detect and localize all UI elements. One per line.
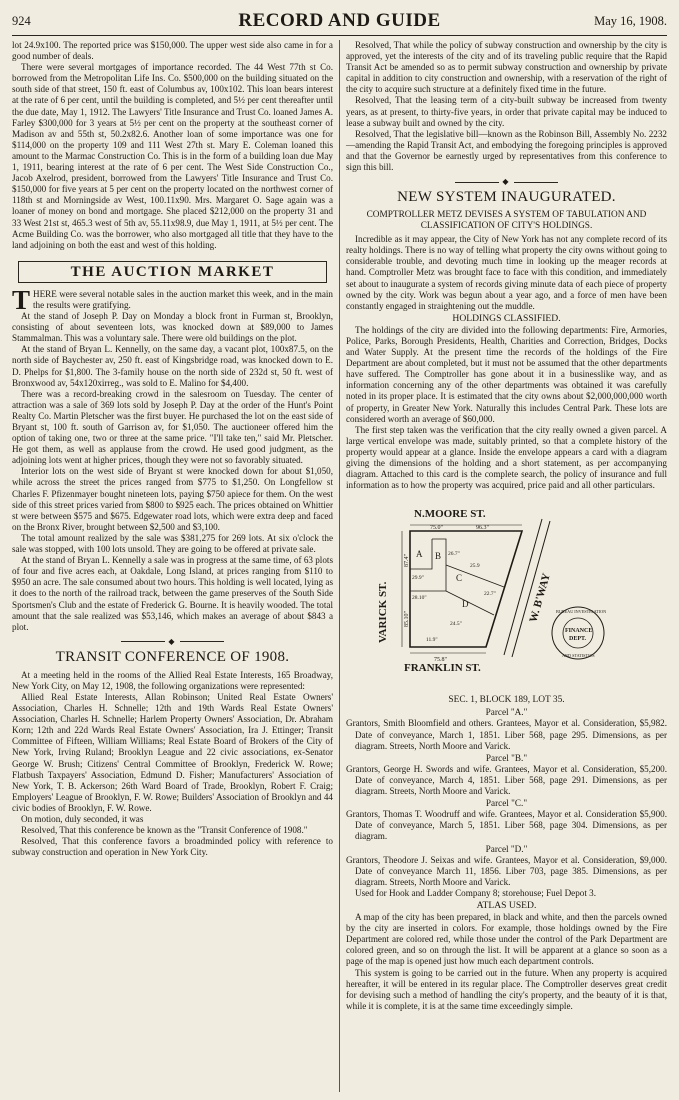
street-label-east: W. B'WAY: [527, 572, 553, 625]
paragraph: On motion, duly seconded, it was: [21, 814, 144, 824]
holdings-classified-heading: HOLDINGS CLASSIFIED.: [452, 312, 561, 324]
dim-label: 75.8": [434, 657, 447, 664]
ornament-divider: ◆: [346, 178, 667, 186]
parcel-details: Grantors, George H. Swords and wife. Grantees, Mayor et al. Consideration, $5,200. Date of conveyance, March 4, 1851. Liber 568, page 291. Dimensions, as per diagram. Streets, North Moore and Varick.: [346, 763, 667, 797]
dim-label: 25.9: [470, 563, 480, 570]
dim-label: 29.9": [412, 575, 424, 582]
drop-cap: T: [12, 284, 31, 315]
atlas-used-heading: ATLAS USED.: [476, 899, 537, 911]
paragraph: The total amount realized by the sale was $381,275 for 269 lots. At six o'clock the sale was stopped, with 100 lots unsold. They are going to be offered at private sale.: [12, 532, 333, 555]
ornament-divider: ◆: [12, 638, 333, 646]
street-label-south: FRANKLIN ST.: [404, 662, 481, 675]
lot-label-d: D: [462, 599, 469, 610]
dim-label: 96.3": [476, 525, 489, 532]
dim-label: 85.10": [404, 611, 410, 628]
issue-date: May 16, 1908.: [594, 14, 667, 28]
paragraph: At the stand of Bryan L. Kennelly, on the same day, a vacant plot, 100x87.5, on the north side of Baychester av, 250 ft. east of Kingsbridge road, was knocked down to E. D. Phelps for $1,800. The 3-family house on the north side of 232d st, 50 ft. west of Bronxwood av, 54x120xirreg., was sold to E. Malino for $4,400.: [12, 344, 333, 388]
parcel-details: Grantors, Smith Bloomfield and others. Grantees, Mayor et al. Consideration, $5,982. Date of conveyance, March 1, 1851. Liber 568, page 295. Dimensions, as per diagram. Streets, North Moore and Varick.: [346, 718, 667, 751]
paragraph: Allied Real Estate Interests, Allan Robinson; United Real Estate Owners' Association, Charles H. Schnelle; 12th and 19th Wards Real Estate Owners' Association, Charles H. Schnelle; Harlem Property Owners' Association, Dr. Abraham Korn; 12th and 22d Wards Real Estate Owners' Association, Ira J. Ettinger; Transit Committee of Fifteen, William Williams; Real Estate Board of Brokers of the City of New York, Irving Ruland; Brooklyn League and 22 civic associations, ex-Senator George W. Brush; Citizens' Central Committee of Brooklyn, Frederick W. Rowe; Flatbush Taxpayers' Association, Edmund D. Fisher; Manufacturers' Association of New York, T. B. Ackerson; 26th Ward Board of Trade, Brooklyn, Robert F. Craig; Employers' League of Brooklyn, F. W. Rowe; Builders' Association of Brooklyn and 44 civic bodies of Brooklyn, F. W. Rowe.: [12, 691, 333, 813]
paragraph: At the stand of Bryan L. Kennelly a sale was in progress at the same time, of 63 plots of four and five acres each, at Oakdale, Long Island, at prices ranging from $110 to $950 an acre. The sale consumed about two hours. This holding is well located, lying as it does to the north of the railroad track, between the game preserves of the South Side Sportsmen's Club and the estate of Frederick G. Bourne. It is heavily wooded. The total amount that the sale realized was $53,146, which makes an average of about $843 a plot.: [12, 555, 334, 632]
lot-outline: [410, 531, 522, 647]
parcel-label: Parcel "D.": [485, 843, 528, 854]
property-diagram: [346, 495, 667, 693]
dim-label: 11.9": [426, 637, 438, 644]
dim-label: 24.5": [450, 621, 462, 628]
auction-market-heading: THE AUCTION MARKET: [18, 261, 327, 283]
seal-text-bottom: DEPT.: [569, 636, 587, 643]
new-system-subheading: COMPTROLLER METZ DEVISES A SYSTEM OF TABULATION AND CLASSIFICATION OF CITY'S HOLDINGS.: [366, 210, 647, 232]
paragraph: Resolved, That the legislative bill—known as the Robinson Bill, Assembly No. 2232—amending the Rapid Transit Act, and embodying the foregoing principles is approved and that the Governor be earnestly urged by representatives from this conference to sign this bill.: [346, 128, 667, 173]
lot-label-b: B: [435, 551, 442, 562]
lot-label-a: A: [416, 549, 423, 560]
left-column: [12, 40, 333, 858]
parcel-details: Grantors, Thomas T. Woodruff and wife. Grantees, Mayor et al. Consideration $5,900. Date of conveyance, March 5, 1851. Liber 568, page 304. Dimensions, as per diagram.: [346, 809, 667, 842]
paragraph: The first step taken was the verification that the city really owned a given parcel. A large vertical envelope was made, suitably printed, so that a complete history of the property would appear at a glance. Inside the envelope appears a card with a diagram giving the dimensions of the holding and a short statement, as per accompanying diagram. Attached to this card is the complete search, the policy of insurance and full information as to how the property was acquired, price paid and all other particulars.: [346, 424, 667, 491]
seal-ring-text: AND STATISTICS: [562, 653, 595, 659]
dim-label: 22.7": [484, 591, 496, 598]
paragraph: Incredible as it may appear, the City of New York has not any complete record of its realty holdings. There is no way of telling what property the city owns without going to considerable trouble, and devoting much time in looking up the meager records at hand. Comptroller Metz was brought face to face with this condition, and immediately set about to inaugurate a system of records giving minute data of each piece of property owned by the city. Work was begun about a year ago, and a force of men have been constantly engaged in straightening out the muddle.: [346, 234, 667, 311]
paragraph: There was a record-breaking crowd in the salesroom on Tuesday. The center of attraction was a sale of 369 lots sold by Joseph P. Day at the order of the Hunt's Point Realty Co. Martin Pletscher was the first buyer. He purchased the lot on the east side of Bryant st, 100 ft. south of Garrison av, for $1,050. The auctioneer offered him the option of taking one, two or three at the same price. "I'll take ten," said Mr. Pletscher. He got them, as well as applause from the crowd. He used good judgment, as the adjoining lots went at higher prices, though they were not so favorably situated.: [12, 388, 333, 466]
parcel-label: Parcel "B.": [485, 752, 528, 763]
paragraph: Used for Hook and Ladder Company 8; storehouse; Fuel Depot 3.: [355, 887, 597, 898]
lot-divider-b: [410, 539, 446, 591]
seal-ring-text: BUREAU INVESTIGATION: [556, 609, 607, 615]
page-number: 924: [12, 14, 31, 28]
paragraph: Resolved, That while the policy of subway construction and ownership by the city is approved, yet the interests of the city and of its traveling public require that the Rapid Transit Act be amended so as to permit subway construction and ownership by private capital in addition to city construction and ownership, with a reservation of the right of the city to acquire such structure at a definitely fixed time in the future.: [346, 40, 667, 95]
section-caption: SEC. 1, BLOCK 189, LOT 35.: [448, 695, 565, 706]
paragraph: Resolved, That this conference favors a broadminded policy with reference to subway construction and operation in New York City.: [12, 836, 333, 858]
paragraph: THERE were several notable sales in the auction market this week, and in the main the results were gratifying.: [12, 284, 333, 315]
paragraph: A map of the city has been prepared, in black and white, and then the parcels owned by the city are inserted in colors. For example, those holdings owned by the Fire Department are colored red, while those under the control of the Park Department are colored green, and so on through the list. It will be apparent at a glance so soon as a page of the map is opened just how much each department controls.: [346, 912, 667, 967]
dim-label: 75.0": [430, 525, 443, 532]
paragraph: Resolved, That this conference be known as the "Transit Conference of 1908.": [21, 825, 308, 836]
parcel-label: Parcel "A.": [485, 707, 528, 718]
paragraph: There were several mortgages of importance recorded. The 44 West 77th st Co. borrowed from the Metropolitan Life Ins. Co. $500,000 on the building situated on the south side of that street, 150 ft. east of Columbus av, 100x102. This loan bears interest at the rate of 6 per cent, until the building is completed, and 5½ per cent thereafter until the due date, May 1, 1912. The Lawyers' Title Insurance and Trust Co. loaned James A. Farley $300,000 for 3 years at 5½ per cent on the property at the southeast corner of Madison av and 55th st, 50.2x82.6. Another loan of some importance was one for $114,000 on the property 109 and 111 West 27th st. Mary E. Coleman loaned this amount to the Marmac Construction Co. This is in the form of a building loan due May 1, 1911, bearing interest at the rate of 6 per cent. The West Side Construction Co., Jacob Axelrod, president, borrowed from the Lawyers' Title Insurance and Trust Co. $150,000 for five years at 5 per cent on the property located on the northwest corner of 118th st and Morningside av West, 100.11x90. Mrs. Margaret O. Sage again was a loaner of money on bond and mortgage. She placed $212,000 on the property 31 and 33 West 21st st, 465.3 west of 5th av, 55.11x98.9, due May 1, 1911, at 5½ per cent. The Acme Building Co. was the borrower, who also mortgaged all title that they have to the land adjoining on both the east and west of this holding.: [12, 62, 333, 250]
paragraph: lot 24.9x100. The reported price was $150,000. The upper west side also came in for a good number of deals.: [12, 40, 333, 62]
street-label-north: N.MOORE ST.: [414, 508, 486, 521]
publication-title: RECORD AND GUIDE: [238, 10, 441, 31]
street-label-west: VARICK ST.: [377, 581, 389, 644]
right-column: [346, 40, 667, 1012]
paragraph: At the stand of Joseph P. Day on Monday a block front in Furman st, Brooklyn, consisting of about seventeen lots, was knocked down at $89,000 to James Stammalman. This was a voluntary sale. There were old buildings on the plot.: [12, 311, 333, 344]
lot-label-c: C: [456, 573, 463, 584]
header-rule: [12, 35, 667, 36]
dim-label: 26.7": [448, 551, 460, 558]
parcel-details: Grantors, Theodore J. Seixas and wife. Grantees, Mayor et al. Consideration, $9,000. Date of conveyance March 11, 1856. Liber 703, page 385. Dimensions, as per diagram. Streets, North Moore and Varick.: [346, 854, 667, 887]
paragraph: At a meeting held in the rooms of the Allied Real Estate Interests, 165 Broadway, New York City, on May 12, 1908, the following organizations were represented:: [12, 669, 333, 691]
paragraph: This system is going to be carried out in the future. When any property is acquired hereafter, it will be entered in its regular place. The Comptroller deserves great credit for devising such a method of handling the city's property, and the beauty of it is that, while it is complete, it is at the same time exceedingly simple.: [346, 967, 667, 1011]
dim-label: 87.4": [404, 554, 410, 568]
paragraph: Resolved, That the leasing term of a city-built subway be increased from twenty years, as at present, to thirty-five years, in order that private capital may be induced to lease a subway built and owned by the city.: [346, 95, 667, 128]
column-divider: [339, 40, 340, 1092]
new-system-heading: NEW SYSTEM INAUGURATED.: [397, 189, 616, 206]
paragraph: Interior lots on the west side of Bryant st were knocked down for about $1,050, while across the street the prices ranged from $775 to $1,250. On Longfellow st Charles F. Pfizenmayer bought nineteen lots, paying $750 apiece for them. On the west side of this street prices varied from $800 to $925 each. The prices obtained on Whittier st were between $575 and $675. Edgewater road lots, which were extra deep and faced on the Bronx River, brought between $2,500 and $3,100.: [12, 466, 333, 532]
parcel-label: Parcel "C.": [485, 798, 528, 809]
transit-conference-heading: TRANSIT CONFERENCE OF 1908.: [55, 648, 290, 665]
dim-label: 28.10": [412, 595, 427, 602]
paragraph: The holdings of the city are divided into the following departments: Fire, Armories, Police, Parks, Borough Presidents, Health, Charities and Correction, Bridges, Docks and Water Supply. At the present time the records of the holdings of the Fire Department are about completed, but it must not be assumed that the other departments have suffered. The Comptroller has gone about it in a businesslike way, and as information concerning any of the other departments was obtained it was carefully noted in its proper place. It is estimated that the city owns about $2,000,000,000 worth of property, in Greater New York. Naturally this includes Central Park. These lots are considered worth an average of $60,000.: [346, 324, 667, 424]
property-diagram-svg: [346, 495, 667, 693]
page-header: [12, 10, 667, 34]
seal-text-top: FINANCE: [565, 628, 593, 635]
